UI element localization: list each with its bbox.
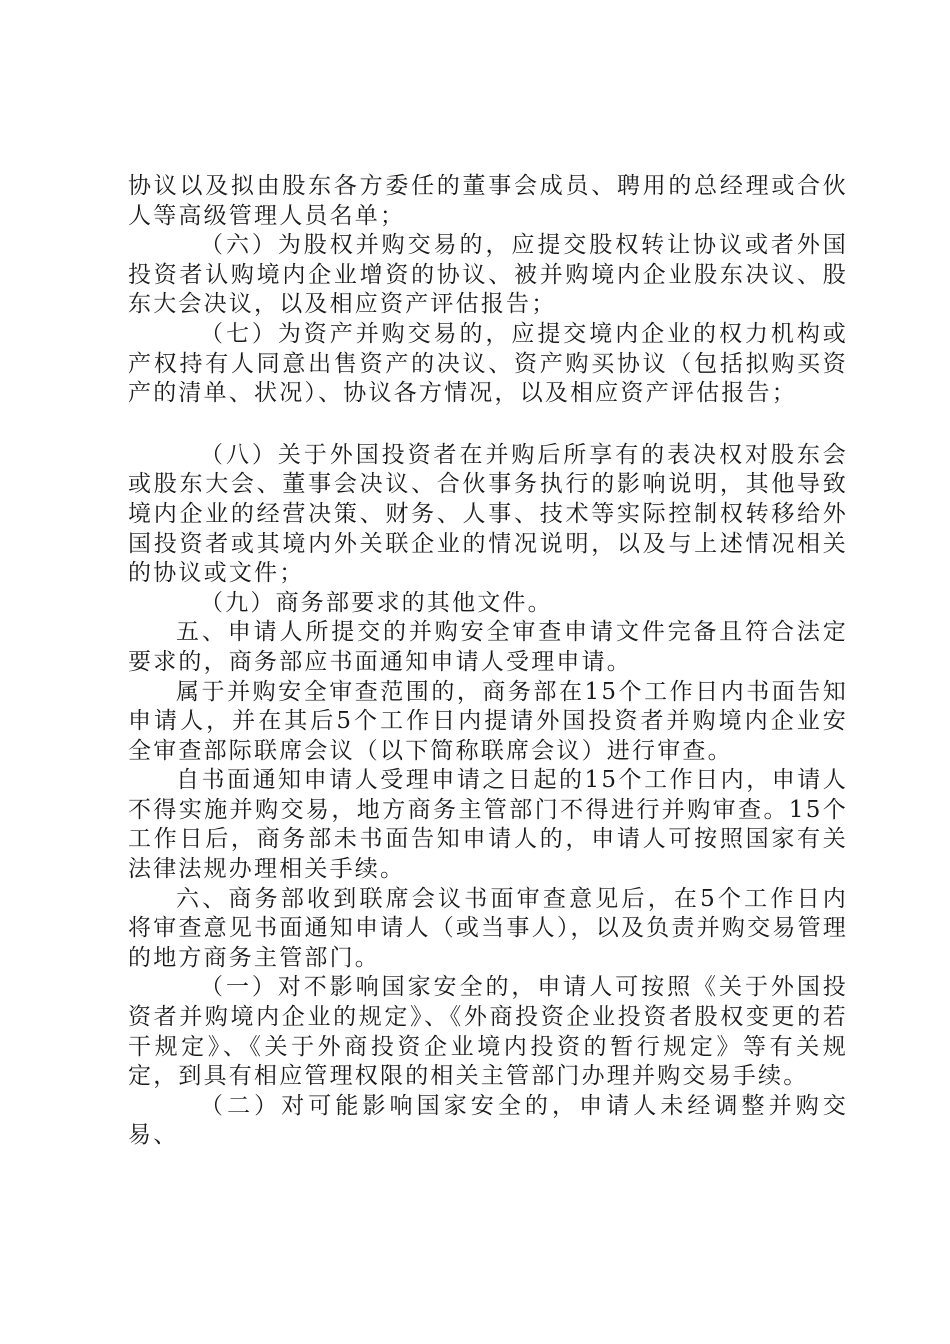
paragraph-continuation: 协议以及拟由股东各方委任的董事会成员、聘用的总经理或合伙人等高级管理人员名单； — [128, 173, 848, 229]
paragraph-gap — [128, 409, 848, 441]
paragraph-waiting-period: 自书面通知申请人受理申请之日起的15个工作日内，申请人不得实施并购交易，地方商务主管部门不得进行并购审查。15个工作日后，商务部未书面告知申请人的，申请人可按照国家有关法律法规办理相关手续。 — [128, 767, 848, 883]
paragraph-item-1: （一）对不影响国家安全的，申请人可按照《关于外国投资者并购境内企业的规定》、《外商投资企业投资者股权变更的若干规定》、《关于外商投资企业境内投资的暂行规定》等有关规定，到具有相应管理权限的相关主管部门办理并购交易手续。 — [128, 974, 848, 1090]
paragraph-item-9: （九）商务部要求的其他文件。 — [200, 589, 553, 616]
document-body — [128, 172, 848, 1151]
paragraph-section-6: 六、商务部收到联席会议书面审查意见后，在5个工作日内将审查意见书面通知申请人（或当事人），以及负责并购交易管理的地方商务主管部门。 — [128, 885, 848, 971]
paragraph-item-7: （七）为资产并购交易的，应提交境内企业的权力机构或产权持有人同意出售资产的决议、资产购买协议（包括拟购买资产的清单、状况）、协议各方情况，以及相应资产评估报告； — [128, 320, 848, 407]
paragraph-item-6: （六）为股权并购交易的，应提交股权转让协议或者外国投资者认购境内企业增资的协议、被并购境内企业股东决议、股东大会决议，以及相应资产评估报告； — [128, 232, 848, 318]
paragraph-item-8: （八）关于外国投资者在并购后所享有的表决权对股东会或股东大会、董事会决议、合伙事务执行的影响说明，其他导致境内企业的经营决策、财务、人事、技术等实际控制权转移给外国投资者或其境内外关联企业的情况说明，以及与上述情况相关的协议或文件； — [128, 441, 848, 587]
paragraph-review-scope: 属于并购安全审查范围的，商务部在15个工作日内书面告知申请人，并在其后5个工作日内提请外国投资者并购境内企业安全审查部际联席会议（以下简称联席会议）进行审查。 — [128, 678, 848, 764]
paragraph-item-2: （二）对可能影响国家安全的，申请人未经调整并购交易、 — [128, 1092, 848, 1149]
paragraph-section-5: 五、申请人所提交的并购安全审查申请文件完备且符合法定要求的，商务部应书面通知申请人受理申请。 — [128, 619, 848, 675]
